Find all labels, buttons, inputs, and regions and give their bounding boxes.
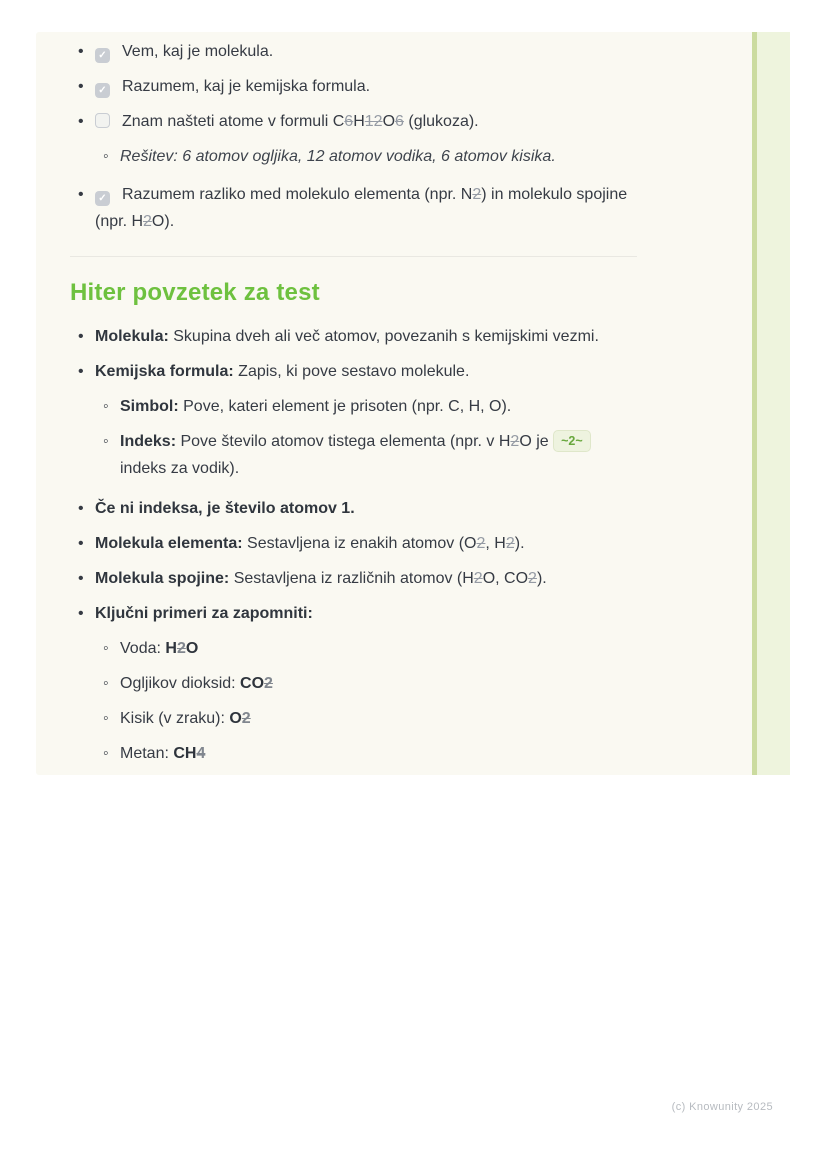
checklist-item-text: [95, 108, 640, 135]
example-item-ogljikov-dioksid: [95, 670, 640, 697]
bullet-icon: [78, 565, 95, 592]
term-definition-tail: indeks za vodik).: [120, 460, 240, 477]
checklist-label: Vem, kaj je molekula.: [122, 43, 274, 60]
checklist-label: Razumem, kaj je kemijska formula.: [122, 78, 371, 95]
term-label: Simbol:: [120, 398, 179, 415]
solution-text: Rešitev: 6 atomov ogljika, 12 atomov vodika, 6 atomov kisika.: [120, 148, 556, 165]
subscript-digit: 4: [196, 745, 206, 762]
checkbox-checked-icon[interactable]: [95, 83, 110, 98]
summary-subitem-indeks: [95, 428, 640, 482]
note-content: [70, 38, 640, 775]
circle-bullet-icon: [103, 740, 120, 767]
example-label: Ogljikov dioksid:: [120, 675, 241, 692]
bullet-icon: [78, 108, 95, 135]
term-definition: Pove število atomov tistega elementa (npr. v H: [176, 433, 511, 450]
formula-letter: CH: [173, 745, 197, 762]
term-definition-mid: , H: [485, 535, 506, 552]
summary-item-molekula: [70, 323, 640, 350]
summary-item-kemijska-formula: [70, 358, 640, 385]
subscript-digit: 2: [241, 710, 251, 727]
checklist-solution-item: [95, 143, 640, 170]
formula-letter: H: [165, 640, 177, 657]
green-margin-rail: [752, 32, 790, 775]
bullet-icon: [78, 38, 95, 65]
term-definition: Sestavljena iz enakih atomov (O: [242, 535, 477, 552]
checkbox-unchecked-icon[interactable]: [95, 113, 110, 128]
checklist-label-tail: (glukoza).: [403, 113, 479, 130]
section-heading: Hiter povzetek za test: [70, 279, 320, 306]
term-definition-tail: ).: [514, 535, 525, 552]
summary-item-kljucni-primeri: [70, 600, 640, 627]
bullet-icon: [78, 181, 95, 235]
bullet-icon: [78, 323, 95, 350]
checklist-label-tail: O).: [151, 213, 175, 230]
section-divider: [70, 256, 637, 257]
example-label: Voda:: [120, 640, 166, 657]
subscript-digit: 12: [364, 113, 383, 130]
checklist-item-3: [70, 108, 640, 135]
circle-bullet-icon: [103, 143, 120, 170]
checklist-item-4: [70, 181, 640, 235]
summary-subitem-simbol: [95, 393, 640, 420]
checklist-label: Razumem razliko med molekulo elementa (npr. N: [122, 186, 473, 203]
checklist-item-text: [95, 181, 640, 235]
note-sheet: [36, 32, 790, 775]
subscript-digit: 2: [264, 675, 273, 692]
checklist-label: Znam našteti atome v formuli C: [122, 113, 345, 130]
circle-bullet-icon: [103, 428, 120, 482]
subscript-digit: 2: [143, 213, 152, 230]
copyright-notice: (c) Knowunity 2025: [671, 1101, 773, 1113]
term-definition: Pove, kateri element je prisoten (npr. C, H, O).: [178, 398, 512, 415]
term-label: Kemijska formula:: [95, 363, 234, 380]
checklist-item-1: [70, 38, 640, 65]
circle-bullet-icon: [103, 393, 120, 420]
summary-item-molekula-elementa: [70, 530, 640, 557]
term-definition: Skupina dveh ali več atomov, povezanih s kemijskimi vezmi.: [168, 328, 599, 345]
bullet-icon: [78, 73, 95, 100]
bullet-icon: [78, 600, 95, 627]
term-definition: Sestavljena iz različnih atomov (H: [229, 570, 474, 587]
formula-letter: CO: [240, 675, 265, 692]
rule-text: Če ni indeksa, je število atomov 1.: [95, 500, 355, 517]
subscript-digit: 2: [472, 186, 482, 203]
term-label: Indeks:: [120, 433, 177, 450]
circle-bullet-icon: [103, 705, 120, 732]
summary-item-molekula-spojine: [70, 565, 640, 592]
formula-letter: O: [382, 113, 396, 130]
circle-bullet-icon: [103, 670, 120, 697]
example-item-voda: [95, 635, 640, 662]
checkbox-checked-icon[interactable]: [95, 48, 110, 63]
checklist-label-mid: ) in molekulo spojine (npr. H: [95, 186, 628, 230]
index-code-badge: ~2~: [553, 430, 591, 452]
summary-item-brez-indeksa: [70, 495, 640, 522]
checklist-item-2: [70, 73, 640, 100]
subscript-digit: 2: [476, 535, 486, 552]
term-label: Molekula spojine:: [95, 570, 230, 587]
term-definition-mid: O je: [519, 433, 554, 450]
term-definition-tail: ).: [536, 570, 547, 587]
subscript-digit: 2: [528, 570, 537, 587]
subscript-digit: 2: [176, 640, 186, 657]
example-item-metan: [95, 740, 640, 767]
checklist-item-text: [95, 73, 640, 100]
summary-list: [70, 323, 640, 767]
circle-bullet-icon: [103, 635, 120, 662]
example-label: Kisik (v zraku):: [120, 710, 230, 727]
term-definition: Zapis, ki pove sestavo molekule.: [233, 363, 470, 380]
bullet-icon: [78, 495, 95, 522]
formula-letter: O: [229, 710, 242, 727]
subscript-digit: 6: [344, 113, 354, 130]
subscript-digit: 2: [505, 535, 515, 552]
example-item-kisik: [95, 705, 640, 732]
subscript-digit: 2: [473, 570, 483, 587]
subscript-digit: 6: [395, 113, 404, 130]
formula-letter: O: [185, 640, 199, 657]
bullet-icon: [78, 530, 95, 557]
formula-letter: H: [353, 113, 365, 130]
subscript-digit: 2: [510, 433, 520, 450]
term-label: Ključni primeri za zapomniti:: [95, 605, 313, 622]
bullet-icon: [78, 358, 95, 385]
example-label: Metan:: [120, 745, 174, 762]
checklist-item-text: [95, 38, 640, 65]
term-label: Molekula elementa:: [95, 535, 243, 552]
term-label: Molekula:: [95, 328, 169, 345]
term-definition-mid: O, CO: [482, 570, 529, 587]
checkbox-checked-icon[interactable]: [95, 191, 110, 206]
